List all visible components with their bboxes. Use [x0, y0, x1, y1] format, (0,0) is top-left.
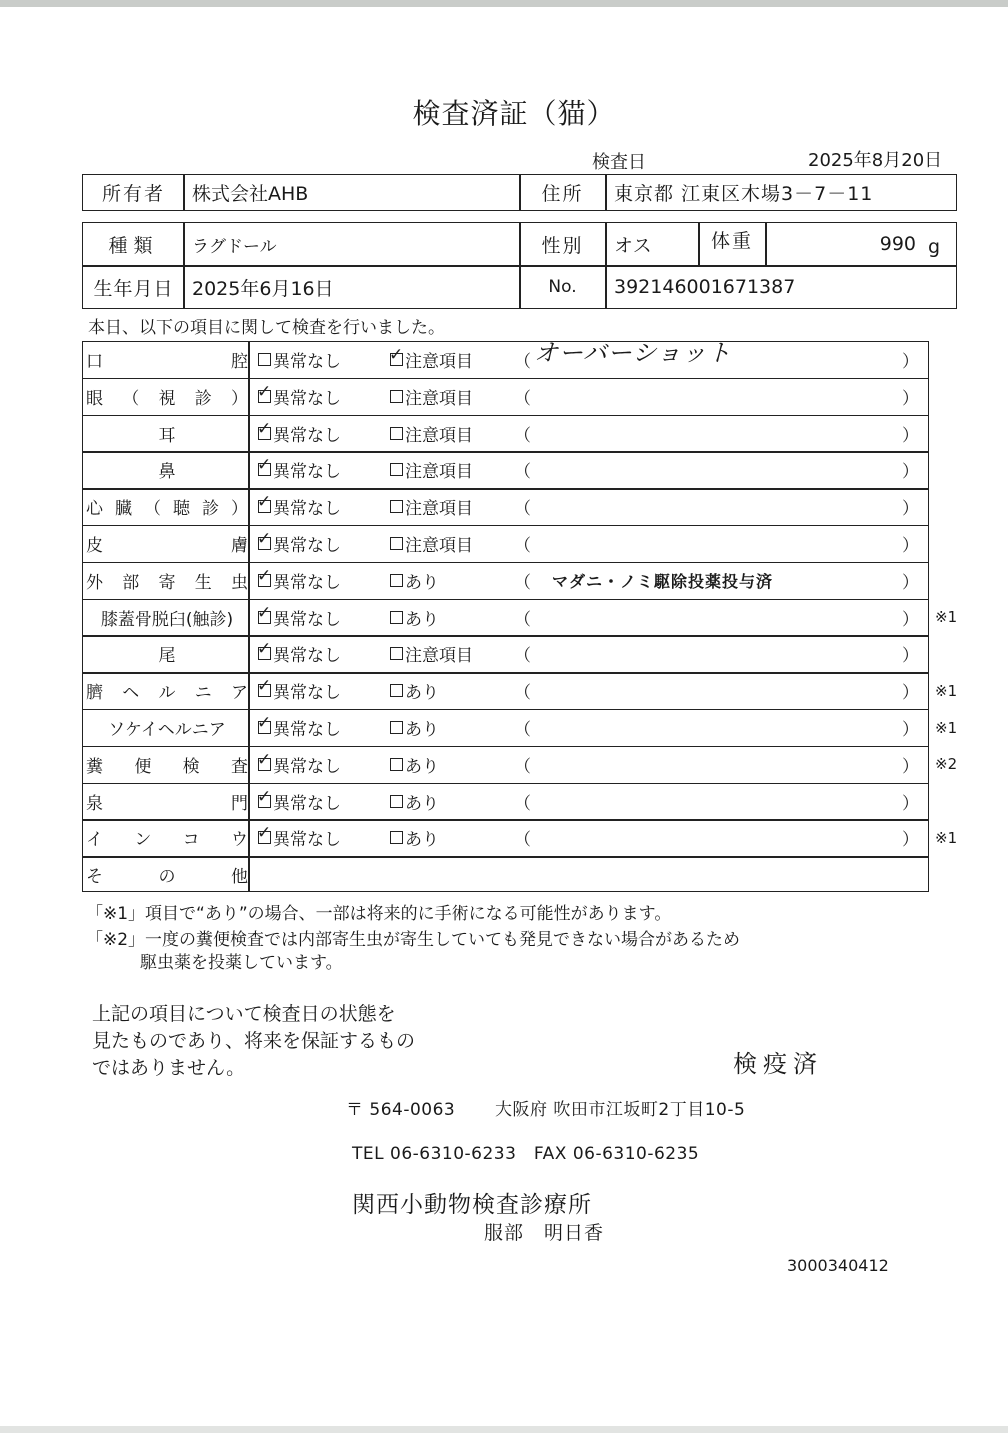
item-name	[86, 525, 248, 562]
item-name	[86, 451, 248, 488]
note-open-paren: （	[514, 756, 531, 777]
note-open-paren: （	[514, 830, 531, 851]
check-mark-icon: ✓	[257, 418, 272, 439]
option-normal[interactable]	[258, 341, 341, 378]
checklist-row	[82, 783, 929, 820]
check-mark-icon: ✓	[257, 749, 272, 770]
option-normal[interactable]	[258, 562, 341, 599]
checklist-row	[82, 562, 929, 599]
note-close-paren: ）	[902, 352, 919, 372]
note-close-paren: ）	[902, 425, 919, 446]
item-name-part: 視	[158, 388, 176, 409]
footnote-mark: ※2	[935, 755, 958, 774]
item-name	[86, 488, 248, 525]
item-name-part: 心	[86, 499, 103, 520]
weight-label: 体重	[710, 229, 753, 252]
checkbox-icon	[390, 795, 403, 808]
item-name	[86, 378, 248, 415]
option-caution[interactable]	[390, 451, 473, 488]
checklist-row	[82, 451, 929, 488]
item-name-part: 虫	[231, 572, 248, 593]
option-label: 異常なし	[273, 388, 341, 409]
option-label: 注意項目	[405, 646, 473, 667]
checkbox-icon	[390, 831, 403, 844]
item-name-part: ソケイヘルニア	[108, 720, 226, 740]
item-name-part: 糞	[86, 756, 103, 777]
checklist-row	[82, 378, 929, 415]
checked-box-icon	[257, 529, 272, 550]
item-name-part: ン	[134, 830, 152, 851]
note-close-paren: ）	[902, 720, 919, 740]
item-note: マダニ・ノミ駆除投薬投与済	[552, 571, 774, 591]
option-normal[interactable]	[258, 378, 341, 415]
item-name-part: 臍	[86, 683, 103, 704]
item-name	[86, 562, 248, 599]
breed-value: ラグドール	[192, 236, 277, 257]
check-mark-icon: ✓	[257, 786, 272, 807]
item-name	[86, 856, 248, 893]
item-name-part: 聴	[173, 499, 190, 520]
item-name-part: 診	[202, 499, 219, 520]
statement-line-1: 上記の項目について検査日の状態を	[92, 1003, 396, 1025]
option-label: 注意項目	[405, 499, 473, 520]
document-number: 3000340412	[787, 1256, 889, 1275]
option-caution[interactable]	[390, 378, 473, 415]
option-label: 異常なし	[273, 683, 341, 704]
checklist-row	[82, 746, 958, 783]
option-label: 異常なし	[273, 756, 341, 777]
check-mark-icon: ✓	[257, 492, 272, 513]
note-close-paren: ）	[902, 462, 919, 483]
checklist-row	[82, 672, 958, 709]
address-value: 東京都 江東区木場3－7－11	[614, 183, 874, 205]
item-name-part: ル	[158, 683, 176, 704]
statement-line-3: ではありません。	[92, 1057, 246, 1079]
item-name-part: 門	[231, 793, 248, 814]
option-label: 異常なし	[273, 793, 341, 814]
note-close-paren: ）	[902, 572, 919, 593]
clinic-name: 関西小動物検査診療所	[352, 1192, 592, 1218]
handwritten-note: オーバーショット	[534, 339, 732, 367]
item-name	[86, 672, 248, 709]
checked-box-icon	[257, 749, 272, 771]
address-label: 住所	[541, 183, 584, 205]
checkbox-icon	[258, 353, 271, 366]
item-name-part: （	[144, 499, 161, 520]
checkbox-icon	[390, 390, 403, 403]
checkbox-icon	[390, 647, 403, 660]
option-label: 異常なし	[273, 609, 341, 630]
option-label: 注意項目	[405, 352, 473, 372]
note-open-paren: （	[514, 536, 531, 556]
checklist-row	[82, 599, 958, 636]
item-name-part: 皮	[86, 536, 103, 556]
option-label: 異常なし	[273, 572, 341, 593]
checkbox-icon	[390, 463, 403, 476]
option-label: 異常なし	[273, 462, 341, 483]
note-open-paren: （	[514, 352, 531, 372]
check-mark-icon: ✓	[257, 529, 272, 549]
option-label: あり	[405, 720, 439, 740]
weight-unit: g	[928, 236, 941, 258]
statement-line-2: 見たものであり、将来を保証するもの	[92, 1030, 416, 1052]
checked-box-icon	[257, 786, 272, 808]
item-name-part: 眼	[86, 388, 103, 409]
item-name	[86, 709, 248, 746]
checklist-row	[82, 819, 958, 856]
note-close-paren: ）	[902, 683, 919, 704]
option-caution[interactable]	[390, 783, 439, 820]
scan-edge-top	[0, 0, 1008, 7]
note-close-paren: ）	[902, 646, 919, 667]
owner-value: 株式会社AHB	[192, 183, 309, 205]
option-normal[interactable]	[258, 819, 341, 856]
check-mark-icon: ✓	[257, 565, 272, 586]
item-name	[86, 783, 248, 820]
item-name-part: 耳	[158, 425, 176, 446]
checklist-row	[82, 488, 929, 525]
option-normal[interactable]	[258, 525, 341, 562]
checklist-row	[82, 415, 929, 452]
item-name-part: ニ	[194, 683, 212, 704]
item-name-part: 腔	[231, 352, 248, 372]
option-caution[interactable]	[390, 525, 473, 562]
option-label: あり	[405, 683, 439, 704]
option-label: 異常なし	[273, 720, 341, 740]
item-name-part: 泉	[86, 793, 103, 814]
item-name-part: ア	[231, 683, 248, 704]
item-name-part: そ	[86, 867, 103, 888]
footnote-mark: ※1	[935, 608, 958, 627]
note-open-paren: （	[514, 388, 531, 409]
number-value: 392146001671387	[614, 276, 796, 298]
option-normal[interactable]	[258, 415, 341, 452]
option-normal[interactable]	[258, 451, 341, 488]
checkbox-icon	[390, 721, 403, 734]
checked-box-icon	[257, 823, 272, 844]
note-open-paren: （	[514, 793, 531, 814]
item-name-part: 寄	[158, 572, 176, 593]
item-name-part: 便	[134, 756, 152, 777]
checked-box-icon	[257, 492, 272, 513]
note-open-paren: （	[514, 683, 531, 704]
checked-box-icon	[257, 455, 272, 476]
checklist-row	[82, 635, 929, 672]
option-label: あり	[405, 830, 439, 851]
checked-box-icon	[257, 565, 272, 587]
option-caution[interactable]	[390, 635, 473, 672]
note-close-paren: ）	[902, 793, 919, 814]
birth-label: 生年月日	[93, 277, 174, 300]
option-normal[interactable]	[258, 709, 341, 746]
clinic-address: 大阪府 吹田市江坂町2丁目10-5	[495, 1100, 746, 1120]
option-normal[interactable]	[258, 488, 341, 525]
option-label: あり	[405, 793, 439, 814]
item-name	[86, 746, 248, 783]
note-close-paren: ）	[902, 609, 919, 630]
item-name-part: 検	[182, 756, 200, 777]
note-open-paren: （	[514, 646, 531, 667]
option-label: あり	[405, 609, 439, 630]
item-name-part: 膝蓋骨脱臼(触診)	[100, 609, 234, 630]
checkbox-icon	[390, 537, 403, 550]
item-name-part: 尾	[158, 646, 176, 667]
item-name-part: イ	[86, 830, 103, 851]
item-name-part: 外	[86, 572, 103, 593]
checkbox-icon	[390, 500, 403, 513]
inspection-date-label: 検査日	[592, 152, 646, 173]
item-name	[86, 415, 248, 452]
footnote-mark: ※1	[935, 681, 958, 700]
note-close-paren: ）	[902, 536, 919, 556]
scan-edge-bottom	[0, 1426, 1008, 1433]
sex-label: 性別	[541, 234, 584, 257]
option-caution[interactable]	[390, 415, 473, 452]
page-title: 検査済証（猫）	[412, 97, 616, 130]
note-close-paren: ）	[902, 388, 919, 409]
item-name	[86, 819, 248, 856]
item-name-part: ）	[231, 388, 248, 409]
item-name-part: 鼻	[158, 462, 176, 483]
clinic-contact: TEL 06-6310-6233 FAX 06-6310-6235	[352, 1144, 700, 1164]
checkbox-icon	[390, 611, 403, 624]
item-name-part: 膚	[231, 536, 248, 556]
option-label: 異常なし	[273, 499, 341, 520]
item-name	[86, 341, 248, 378]
item-name-part: 口	[86, 352, 103, 372]
intro-text: 本日、以下の項目に関して検査を行いました。	[88, 318, 445, 338]
note-close-paren: ）	[902, 499, 919, 520]
footnote-1: 「※1」項目で“あり”の場合、一部は将来的に手術になる可能性があります。	[86, 904, 672, 924]
check-mark-icon: ✓	[257, 823, 272, 844]
item-name-part: （	[122, 388, 140, 409]
check-mark-icon: ✓	[257, 602, 272, 623]
note-open-paren: （	[514, 720, 531, 740]
checkbox-icon	[390, 684, 403, 697]
checklist-row-other	[82, 856, 929, 893]
check-mark-icon: ✓	[257, 381, 272, 402]
item-name-part: 臓	[115, 499, 132, 520]
owner-label: 所有者	[101, 183, 165, 205]
postal-code: 〒 564-0063	[346, 1100, 456, 1120]
number-label: No.	[548, 277, 577, 297]
item-name	[86, 635, 248, 672]
option-label: 注意項目	[405, 388, 473, 409]
item-name-part: ウ	[230, 830, 248, 851]
check-mark-icon: ✓	[257, 676, 272, 697]
option-caution[interactable]	[390, 672, 439, 709]
option-normal[interactable]	[258, 635, 341, 672]
item-name-part: コ	[182, 830, 200, 851]
option-label: 異常なし	[273, 646, 341, 667]
option-normal[interactable]	[258, 672, 341, 709]
checkbox-icon	[390, 427, 403, 440]
check-mark-icon: ✓	[257, 455, 272, 476]
item-name-part: 部	[122, 572, 140, 593]
item-name-part: 査	[230, 756, 248, 777]
option-label: 異常なし	[273, 536, 341, 556]
footnote-2: 「※2」一度の糞便検査では内部寄生虫が寄生していても発見できない場合があるため	[86, 930, 741, 950]
option-label: 異常なし	[273, 425, 341, 446]
checked-box-icon	[257, 602, 272, 624]
option-label: 異常なし	[273, 352, 341, 372]
sex-value: オス	[614, 234, 652, 257]
footnote-2-cont: 駆虫薬を投薬しています。	[140, 953, 343, 973]
option-caution[interactable]	[390, 599, 439, 636]
item-name-part: ）	[231, 499, 248, 520]
footnote-mark: ※1	[935, 718, 958, 737]
note-open-paren: （	[514, 609, 531, 630]
checked-box-icon	[389, 345, 404, 366]
check-mark-icon: ✓	[257, 713, 272, 733]
weight-value: 990	[879, 233, 916, 255]
note-open-paren: （	[514, 425, 531, 446]
option-caution[interactable]	[390, 746, 439, 783]
quarantine-stamp: 検疫済	[733, 1050, 823, 1078]
option-caution[interactable]	[390, 341, 473, 378]
option-label: 注意項目	[405, 536, 473, 556]
item-name-part: の	[158, 867, 176, 888]
option-normal[interactable]	[258, 599, 341, 636]
birth-value: 2025年6月16日	[192, 277, 334, 300]
veterinarian-name: 服部 明日香	[484, 1222, 605, 1244]
item-name-part: 他	[231, 867, 248, 888]
checked-box-icon	[257, 713, 272, 734]
note-open-paren: （	[514, 572, 531, 593]
inspection-date: 2025年8月20日	[808, 150, 943, 171]
option-label: 異常なし	[273, 830, 341, 851]
item-name-part: 診	[194, 388, 212, 409]
breed-label: 種類	[108, 234, 159, 257]
option-label: 注意項目	[405, 425, 473, 446]
note-open-paren: （	[514, 499, 531, 520]
checklist-row	[82, 525, 929, 562]
check-mark-icon: ✓	[257, 639, 272, 660]
note-close-paren: ）	[902, 756, 919, 777]
checked-box-icon	[257, 381, 272, 403]
option-label: あり	[405, 756, 439, 777]
option-caution[interactable]	[390, 709, 439, 746]
footnote-mark: ※1	[935, 828, 958, 847]
item-name-part: 生	[194, 572, 212, 593]
option-normal[interactable]	[258, 746, 341, 783]
checklist-row	[82, 341, 929, 378]
check-mark-icon: ✓	[389, 345, 404, 365]
option-caution[interactable]	[390, 819, 439, 856]
item-name-part: ヘ	[122, 683, 140, 704]
option-caution[interactable]	[390, 488, 473, 525]
note-open-paren: （	[514, 462, 531, 483]
item-name	[86, 599, 248, 636]
checked-box-icon	[257, 418, 272, 440]
checked-box-icon	[257, 639, 272, 660]
checked-box-icon	[257, 676, 272, 697]
checklist-row	[82, 709, 958, 746]
note-close-paren: ）	[902, 830, 919, 851]
option-normal[interactable]	[258, 783, 341, 820]
option-label: あり	[405, 572, 439, 593]
option-caution[interactable]	[390, 562, 439, 599]
checkbox-icon	[390, 758, 403, 771]
checkbox-icon	[390, 574, 403, 587]
option-label: 注意項目	[405, 462, 473, 483]
